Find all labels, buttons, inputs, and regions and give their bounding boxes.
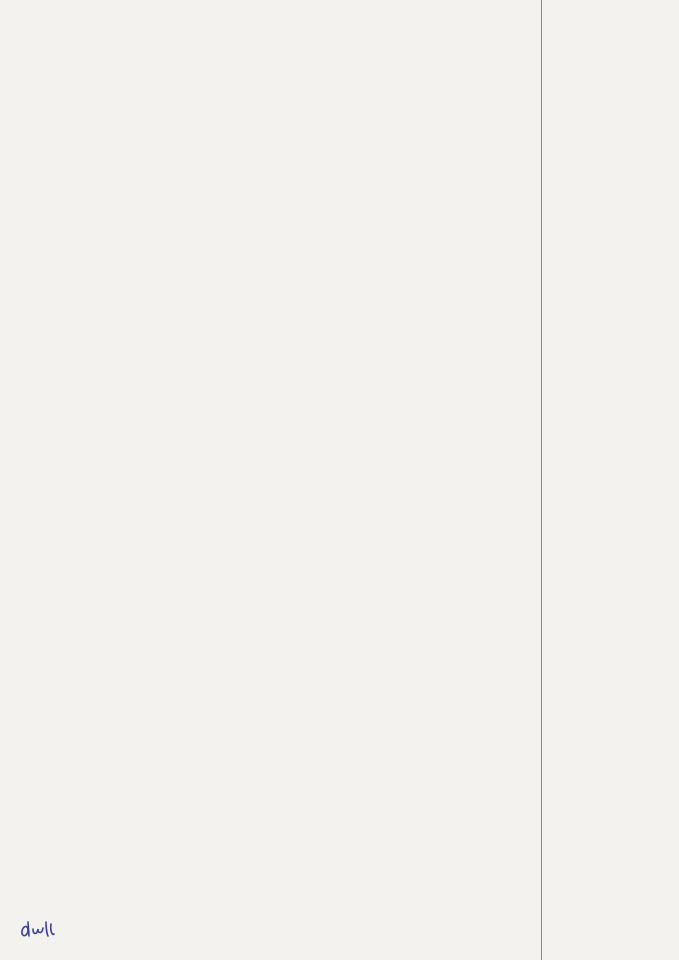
- page-fold-line: [541, 0, 542, 960]
- signature-initials: [18, 916, 64, 944]
